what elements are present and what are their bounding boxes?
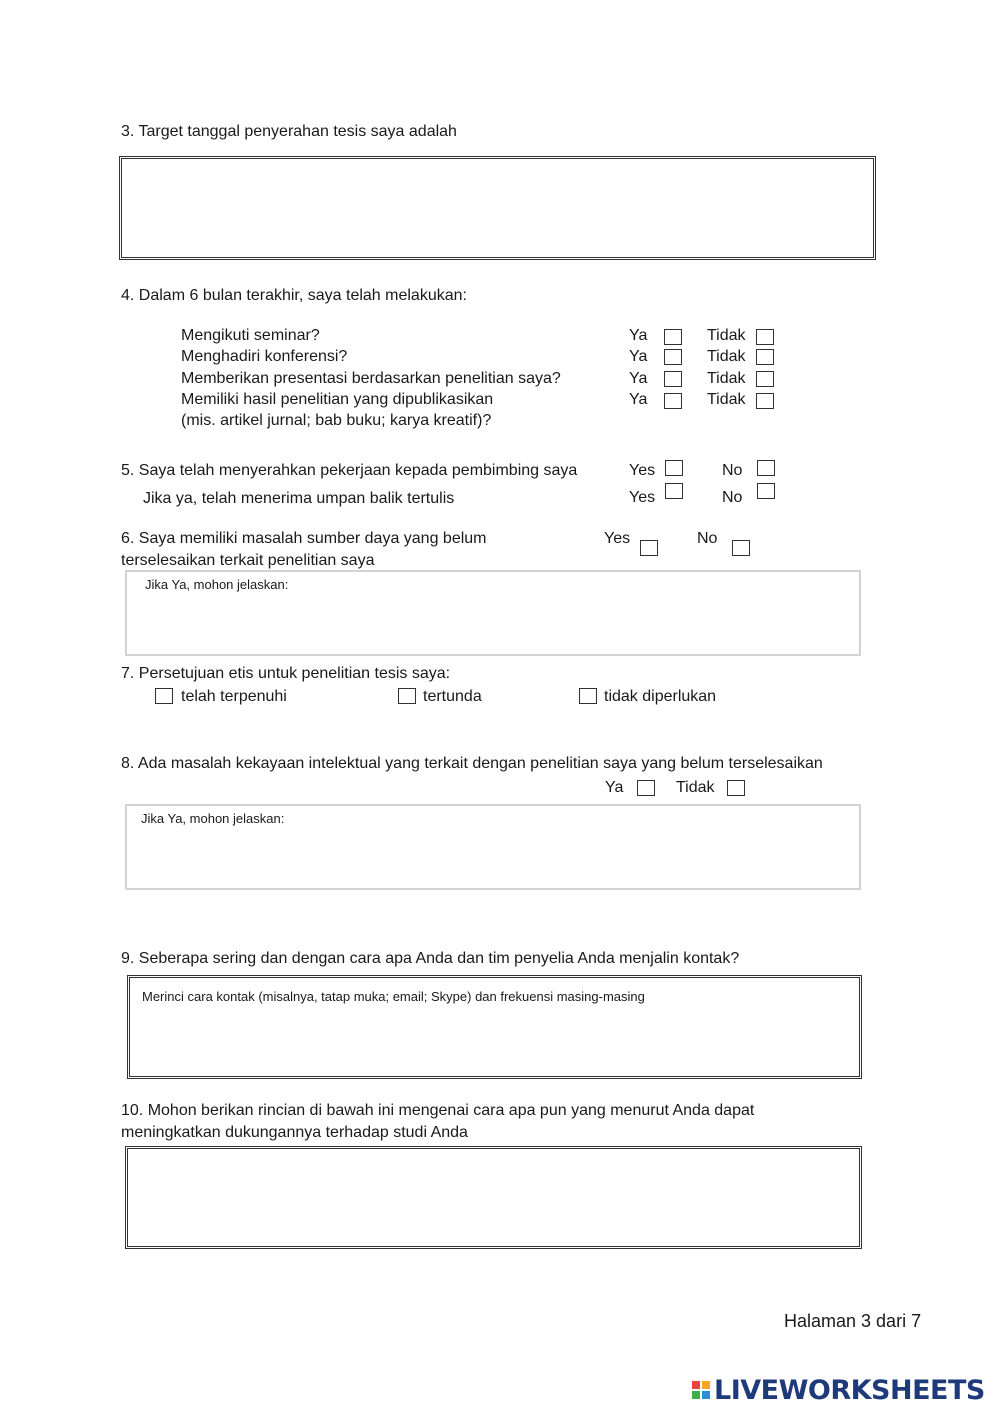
- q4-item-label: Menghadiri konferensi?: [181, 348, 348, 365]
- q8-answer-hint: Jika Ya, mohon jelaskan:: [141, 811, 285, 826]
- q3-question: 3. Target tanggal penyerahan tesis saya adalah: [121, 123, 457, 140]
- q6-question-line1: 6. Saya memiliki masalah sumber daya yang belum: [121, 530, 487, 547]
- q4-item-label: Memiliki hasil penelitian yang dipublikasikan: [181, 391, 494, 408]
- q9-answer-box[interactable]: [127, 975, 862, 1079]
- q7-option-label: tidak diperlukan: [604, 688, 717, 705]
- q6-yes-checkbox[interactable]: [640, 540, 658, 556]
- q9-question: 9. Seberapa sering dan dengan cara apa Anda dan tim penyelia Anda menjalin kontak?: [121, 950, 740, 967]
- q6-question-line2: terselesaikan terkait penelitian saya: [121, 552, 375, 569]
- page-number: Halaman 3 dari 7: [784, 1311, 922, 1331]
- q9-answer-hint: Merinci cara kontak (misalnya, tatap muka; email; Skype) dan frekuensi masing-masing: [142, 989, 645, 1004]
- q10-question-line2: meningkatkan dukungannya terhadap studi Anda: [121, 1124, 468, 1141]
- q6-yes-label: Yes: [604, 530, 631, 547]
- q6-no-checkbox[interactable]: [732, 540, 750, 556]
- q5-yes-checkbox[interactable]: [665, 460, 683, 476]
- q6-answer-hint: Jika Ya, mohon jelaskan:: [145, 577, 289, 592]
- q8-no-checkbox[interactable]: [727, 780, 745, 796]
- q6-answer-box[interactable]: [125, 570, 861, 656]
- q4-item-no-label: Tidak: [707, 391, 746, 408]
- q8-answer-box[interactable]: [125, 804, 861, 890]
- q6-no-label: No: [697, 530, 718, 547]
- q5-question: 5. Saya telah menyerahkan pekerjaan kepada pembimbing saya: [121, 462, 578, 479]
- q4-note: (mis. artikel jurnal; bab buku; karya kreatif)?: [181, 412, 492, 429]
- q4-item-yes-checkbox[interactable]: [664, 349, 682, 365]
- q4-item-yes-label: Ya: [629, 370, 648, 387]
- q5-feedback-question: Jika ya, telah menerima umpan balik tertulis: [143, 490, 455, 507]
- q3-answer-input[interactable]: [128, 165, 867, 251]
- q10-question-line1: 10. Mohon berikan rincian di bawah ini mengenai cara apa pun yang menurut Anda dapat: [121, 1102, 755, 1119]
- q4-item-yes-checkbox[interactable]: [664, 371, 682, 387]
- q4-item-yes-checkbox[interactable]: [664, 329, 682, 345]
- q8-yes-checkbox[interactable]: [637, 780, 655, 796]
- q5-feedback-yes-label: Yes: [629, 489, 656, 506]
- logo-tiles-icon: [692, 1381, 710, 1399]
- q7-option-label: telah terpenuhi: [181, 688, 287, 705]
- q4-item-no-label: Tidak: [707, 348, 746, 365]
- q4-item-yes-checkbox[interactable]: [664, 393, 682, 409]
- q4-item-no-label: Tidak: [707, 370, 746, 387]
- q6-answer-input[interactable]: [133, 596, 853, 648]
- q8-answer-input[interactable]: [133, 830, 853, 882]
- q4-question: 4. Dalam 6 bulan terakhir, saya telah melakukan:: [121, 287, 467, 304]
- q10-answer-input[interactable]: [134, 1155, 853, 1240]
- q4-item-yes-label: Ya: [629, 327, 648, 344]
- q5-feedback-no-label: No: [722, 489, 743, 506]
- q4-item-label: Mengikuti seminar?: [181, 327, 320, 344]
- q7-option-checkbox[interactable]: [579, 688, 597, 704]
- q5-no-label: No: [722, 462, 743, 479]
- q10-answer-box[interactable]: [125, 1146, 862, 1249]
- q4-item-no-checkbox[interactable]: [756, 371, 774, 387]
- q5-no-checkbox[interactable]: [757, 460, 775, 476]
- q7-option-checkbox[interactable]: [398, 688, 416, 704]
- q7-option-checkbox[interactable]: [155, 688, 173, 704]
- q7-option-label: tertunda: [423, 688, 482, 705]
- q9-answer-input[interactable]: [136, 1010, 853, 1070]
- liveworksheets-logo: [692, 1373, 985, 1407]
- q4-item-yes-label: Ya: [629, 391, 648, 408]
- q4-item-yes-label: Ya: [629, 348, 648, 365]
- q8-question: 8. Ada masalah kekayaan intelektual yang terkait dengan penelitian saya yang belum terselesaikan: [121, 755, 823, 772]
- q7-question: 7. Persetujuan etis untuk penelitian tesis saya:: [121, 665, 451, 682]
- q4-item-label: Memberikan presentasi berdasarkan penelitian saya?: [181, 370, 561, 387]
- q4-item-no-checkbox[interactable]: [756, 329, 774, 345]
- q4-item-no-checkbox[interactable]: [756, 349, 774, 365]
- q4-item-no-label: Tidak: [707, 327, 746, 344]
- q8-no-label: Tidak: [676, 779, 715, 796]
- q4-item-no-checkbox[interactable]: [756, 393, 774, 409]
- logo-text: LIVEWORKSHEETS: [714, 1374, 985, 1406]
- q5-yes-label: Yes: [629, 462, 656, 479]
- q5-feedback-no-checkbox[interactable]: [757, 483, 775, 499]
- q5-feedback-yes-checkbox[interactable]: [665, 483, 683, 499]
- q8-yes-label: Ya: [605, 779, 624, 796]
- q3-answer-box[interactable]: [119, 156, 876, 260]
